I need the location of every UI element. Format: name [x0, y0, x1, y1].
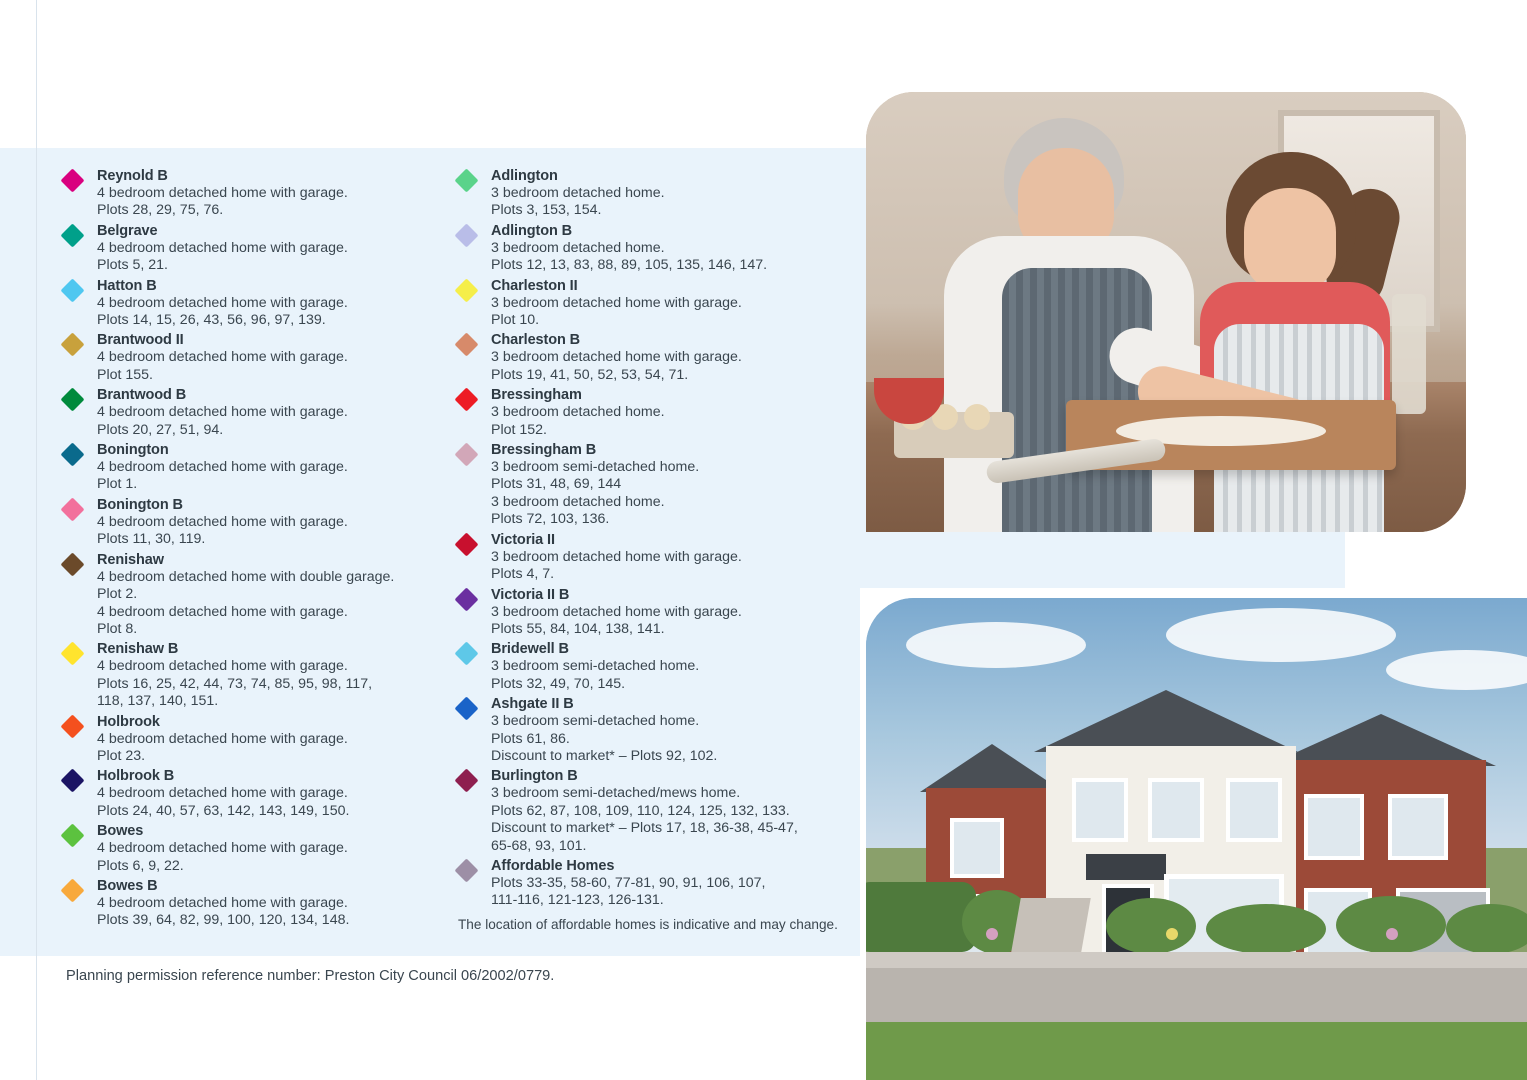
house-type-detail-line: 4 bedroom detached home with garage. — [97, 294, 348, 311]
window — [1388, 794, 1448, 860]
house-type-detail-line: Plots 12, 13, 83, 88, 89, 105, 135, 146, 147. — [491, 257, 768, 274]
window — [950, 818, 1004, 878]
house-type-key-item — [64, 168, 439, 220]
house-type-key-item — [458, 278, 858, 330]
house-type-detail-line: Plots 31, 48, 69, 144 — [491, 476, 622, 493]
house-type-detail-line: 3 bedroom semi-detached/mews home. — [491, 785, 741, 802]
house-type-detail-line: Plot 23. — [97, 747, 146, 764]
house-type-key-item — [458, 858, 858, 910]
house-type-detail-line: Plot 10. — [491, 312, 540, 329]
diamond-swatch-icon — [60, 824, 84, 848]
housing-development-photo — [866, 598, 1527, 1080]
house-type-name: Renishaw — [97, 551, 164, 568]
house-type-detail-line: 4 bedroom detached home with garage. — [97, 730, 348, 747]
house-type-detail-line: Plots 32, 49, 70, 145. — [491, 675, 626, 692]
house-type-detail-line: Plots 20, 27, 51, 94. — [97, 421, 224, 438]
house-type-detail-line: Plots 39, 64, 82, 99, 100, 120, 134, 148. — [97, 912, 350, 929]
house-type-name: Brantwood II — [97, 332, 184, 349]
house-type-name: Victoria II B — [491, 586, 570, 603]
house-type-key-item — [64, 497, 439, 549]
house-type-detail-line: 3 bedroom detached home. — [491, 493, 665, 510]
house-type-name: Bressingham B — [491, 442, 597, 459]
house-type-detail-line: Plots 3, 153, 154. — [491, 202, 602, 219]
house-type-name: Adlington — [491, 168, 558, 184]
house-type-detail-line: Plots 11, 30, 119. — [97, 531, 206, 548]
foreground-lawn — [866, 1022, 1527, 1080]
house-type-detail-line: Plots 28, 29, 75, 76. — [97, 202, 224, 219]
house-type-detail-line: 4 bedroom detached home with garage. — [97, 185, 348, 201]
house-type-key-item — [64, 387, 439, 439]
house-type-detail-line: 4 bedroom detached home with garage. — [97, 239, 348, 256]
house-type-name: Charleston II — [491, 277, 578, 294]
window — [1304, 794, 1364, 860]
house-type-key-item — [64, 278, 439, 330]
front-path — [1011, 898, 1091, 952]
diamond-swatch-icon — [454, 642, 478, 666]
house-type-detail-line: 118, 137, 140, 151. — [97, 693, 219, 710]
house-type-detail-line: Discount to market* – Plots 17, 18, 36-38, 45-47, — [491, 820, 798, 837]
house-type-detail-line: 4 bedroom detached home with garage. — [97, 603, 348, 620]
house-type-detail-line: 111-116, 121-123, 126-131. — [491, 892, 664, 909]
diamond-swatch-icon — [454, 443, 478, 467]
roof-right — [1266, 714, 1496, 766]
house-type-detail-line: 4 bedroom detached home with double garage. — [97, 568, 395, 585]
house-type-detail-line: Discount to market* – Plots 92, 102. — [491, 747, 718, 764]
kerb — [866, 952, 1527, 968]
cloud — [906, 622, 1086, 668]
house-type-key-item — [64, 714, 439, 766]
house-type-name: Bonington — [97, 442, 169, 459]
diamond-swatch-icon — [454, 278, 478, 302]
house-type-detail-line: Plots 16, 25, 42, 44, 73, 74, 85, 95, 98, 117, — [97, 675, 373, 692]
house-type-detail-line: 3 bedroom semi-detached home. — [491, 713, 700, 730]
house-type-name: Bridewell B — [491, 641, 569, 658]
diamond-swatch-icon — [60, 552, 84, 576]
house-type-detail-line: 3 bedroom semi-detached home. — [491, 658, 700, 675]
house-type-detail-line: 4 bedroom detached home with garage. — [97, 459, 348, 476]
house-type-name: Bonington B — [97, 496, 183, 513]
diamond-swatch-icon — [60, 333, 84, 357]
girl-face — [1244, 188, 1336, 292]
house-type-key-item — [458, 387, 858, 439]
house-type-detail-line: Plots 19, 41, 50, 52, 53, 54, 71. — [491, 366, 689, 383]
affordable-homes-footnote: The location of affordable homes is indicative and may change. — [458, 916, 838, 932]
house-type-detail-line: 3 bedroom semi-detached home. — [491, 459, 700, 476]
diamond-swatch-icon — [60, 642, 84, 666]
diamond-swatch-icon — [454, 168, 478, 192]
house-type-key-item — [64, 641, 439, 710]
house-type-name: Burlington B — [491, 768, 578, 785]
diamond-swatch-icon — [60, 278, 84, 302]
house-type-detail-line: 3 bedroom detached home. — [491, 404, 665, 421]
shrub — [1336, 896, 1446, 954]
shrub — [1446, 904, 1527, 954]
flower — [1166, 928, 1178, 940]
house-type-key-column-left — [64, 168, 439, 933]
house-type-key-item — [64, 223, 439, 275]
diamond-swatch-icon — [454, 858, 478, 882]
house-type-name: Affordable Homes — [491, 857, 615, 874]
house-type-detail-line: 3 bedroom detached home with garage. — [491, 294, 742, 311]
diamond-swatch-icon — [454, 697, 478, 721]
shrub — [1206, 904, 1326, 954]
house-type-detail-line: Plots 72, 103, 136. — [491, 511, 610, 528]
egg — [964, 404, 990, 430]
diamond-swatch-icon — [60, 443, 84, 467]
house-type-key-item — [64, 878, 439, 930]
porch-canopy — [1086, 854, 1166, 880]
house-type-detail-line: 4 bedroom detached home with garage. — [97, 840, 348, 857]
baking-photo — [866, 92, 1466, 532]
house-type-name: Hatton B — [97, 277, 157, 294]
diamond-swatch-icon — [454, 587, 478, 611]
girl-figure — [1166, 152, 1466, 532]
house-type-key-item — [458, 223, 858, 275]
house-type-detail-line: Plots 62, 87, 108, 109, 110, 124, 125, 132, 133. — [491, 802, 790, 819]
house-type-detail-line: 4 bedroom detached home with garage. — [97, 404, 348, 421]
house-type-name: Charleston B — [491, 332, 581, 349]
house-type-key-item — [64, 442, 439, 494]
window — [1072, 778, 1128, 842]
diamond-swatch-icon — [60, 878, 84, 902]
house-type-detail-line: 65-68, 93, 101. — [491, 837, 587, 854]
house-type-key-item — [64, 768, 439, 820]
window — [1226, 778, 1282, 842]
roof-main — [1034, 690, 1298, 752]
flower — [986, 928, 998, 940]
house-type-detail-line: Plots 4, 7. — [491, 566, 555, 583]
house-type-name: Bowes — [97, 823, 144, 840]
house-type-detail-line: Plots 61, 86. — [491, 730, 570, 747]
house-type-detail-line: 3 bedroom detached home with garage. — [491, 603, 742, 620]
diamond-swatch-icon — [60, 223, 84, 247]
house-type-detail-line: Plots 55, 84, 104, 138, 141. — [491, 620, 665, 637]
house-type-detail-line: Plot 152. — [491, 421, 548, 438]
house-type-detail-line: 4 bedroom detached home with garage. — [97, 785, 348, 802]
house-type-name: Victoria II — [491, 531, 555, 548]
house-type-key-item — [458, 696, 858, 765]
house-type-detail-line: 4 bedroom detached home with garage. — [97, 349, 348, 366]
house-type-detail-line: Plots 6, 9, 22. — [97, 857, 184, 874]
house-type-detail-line: 3 bedroom detached home with garage. — [491, 349, 742, 366]
house-type-detail-line: 3 bedroom detached home with garage. — [491, 548, 742, 565]
hedge — [866, 882, 976, 952]
house-type-name: Bowes B — [97, 877, 158, 894]
house-type-detail-line: Plot 8. — [97, 620, 138, 637]
diamond-swatch-icon — [60, 497, 84, 521]
house-type-name: Reynold B — [97, 168, 168, 184]
diamond-swatch-icon — [454, 769, 478, 793]
cloud — [1166, 608, 1396, 662]
diamond-swatch-icon — [60, 769, 84, 793]
house-type-detail-line: Plots 14, 15, 26, 43, 56, 96, 97, 139. — [97, 312, 326, 329]
house-type-detail-line: Plot 1. — [97, 476, 138, 493]
house-type-detail-line: 4 bedroom detached home with garage. — [97, 658, 348, 675]
house-type-name: Ashgate II B — [491, 696, 574, 713]
house-type-key-item — [458, 587, 858, 639]
house-type-name: Holbrook — [97, 713, 160, 730]
house-type-detail-line: Plots 5, 21. — [97, 257, 168, 274]
house-type-name: Holbrook B — [97, 768, 175, 785]
house-type-detail-line: Plots 33-35, 58-60, 77-81, 90, 91, 106, 107, — [491, 874, 766, 891]
shrub — [1106, 898, 1196, 954]
house-type-detail-line: 3 bedroom detached home. — [491, 239, 665, 256]
house-type-name: Belgrave — [97, 222, 158, 239]
house-type-name: Brantwood B — [97, 387, 187, 404]
diamond-swatch-icon — [454, 223, 478, 247]
house-type-key-item — [458, 442, 858, 529]
window — [1148, 778, 1204, 842]
house-type-key-item — [458, 768, 858, 855]
house-type-name: Renishaw B — [97, 641, 179, 658]
diamond-swatch-icon — [454, 333, 478, 357]
house-type-key-item — [64, 823, 439, 875]
house-type-detail-line: 4 bedroom detached home with garage. — [97, 894, 348, 911]
flower — [1386, 928, 1398, 940]
house-type-detail-line: 4 bedroom detached home with garage. — [97, 513, 348, 530]
house-type-key-item — [458, 641, 858, 693]
house-type-key-item — [64, 332, 439, 384]
house-type-key-item — [458, 332, 858, 384]
diamond-swatch-icon — [454, 388, 478, 412]
house-type-detail-line: Plot 2. — [97, 586, 138, 603]
house-type-detail-line: 3 bedroom detached home. — [491, 185, 665, 201]
diamond-swatch-icon — [60, 168, 84, 192]
diamond-swatch-icon — [60, 714, 84, 738]
planning-permission-note: Planning permission reference number: Preston City Council 06/2002/0779. — [66, 968, 555, 984]
house-type-detail-line: Plots 24, 40, 57, 63, 142, 143, 149, 150. — [97, 802, 350, 819]
diamond-swatch-icon — [454, 532, 478, 556]
house-type-key-item — [458, 532, 858, 584]
house-type-name: Bressingham — [491, 387, 582, 404]
house-type-key-item — [64, 552, 439, 639]
house-type-name: Adlington B — [491, 222, 573, 239]
house-type-key-item — [458, 168, 858, 220]
diamond-swatch-icon — [60, 388, 84, 412]
house-type-detail-line: Plot 155. — [97, 366, 154, 383]
page-margin-rule — [36, 0, 37, 1080]
house-type-key-column-right — [458, 168, 858, 933]
